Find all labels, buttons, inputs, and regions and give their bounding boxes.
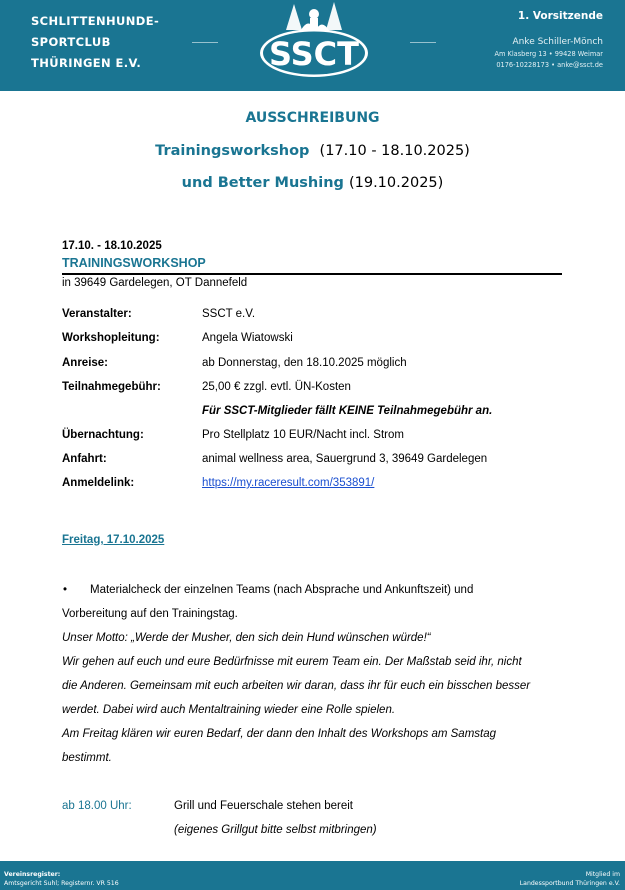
contact-address: Am Klasberg 13 • 99428 Weimar [494,50,603,58]
footer-membership [520,870,620,888]
section-location: in 39649 Gardelegen, OT Dannefeld [62,277,248,289]
registration-link[interactable]: https://my.raceresult.com/353891/ [202,477,375,489]
footer-register-title: Vereinsregister: [4,871,61,878]
footer-register-text: Amtsgericht Suhl; Registernr. VR 516 [4,880,119,887]
detail-value: SSCT e.V. [202,308,256,320]
detail-value: animal wellness area, Sauergrund 3, 39649 Gardelegen [202,453,488,465]
bullet-text: Vorbereitung auf den Trainingstag. [62,608,238,620]
detail-label: Anmeldelink: [62,477,135,489]
detail-value: 25,00 € zzgl. evtl. ÜN-Kosten [202,381,351,393]
description-line: werdet. Dabei wird auch Mentaltraining wieder eine Rolle spielen. [62,704,396,716]
section-dates: 17.10. - 18.10.2025 [62,240,162,252]
detail-label: Teilnahmegebühr: [62,381,161,393]
section-heading: TRAININGSWORKSHOP [62,256,206,270]
club-name-line: SCHLITTENHUNDE- [31,14,160,28]
club-name-line: SPORTCLUB [31,35,111,49]
friday-heading: Freitag, 17.10.2025 [62,534,165,546]
bullet-text: Materialcheck der einzelnen Teams (nach Absprache und Ankunftszeit) und [90,584,474,596]
footer-membership-line: Mitglied im [585,871,620,878]
detail-label: Veranstalter: [62,308,132,320]
subtitle-dates: (17.10 - 18.10.2025) [319,143,470,159]
detail-value: ab Donnerstag, den 18.10.2025 möglich [202,357,407,369]
footer-register [4,870,119,888]
subtitle-bold: Trainingsworkshop [155,143,310,159]
member-fee-note: Für SSCT-Mitglieder fällt KEINE Teilnahmegebühr an. [202,405,493,417]
detail-label: Anfahrt: [62,453,107,465]
detail-label: Übernachtung: [62,429,144,441]
footer [0,861,625,890]
schedule-text: Grill und Feuerschale stehen bereit [174,800,353,812]
subtitle-bold: und Better Mushing [181,175,344,191]
footer-membership-line: Landessportbund Thüringen e.V. [519,880,620,887]
contact-role: 1. Vorsitzende [517,10,603,22]
club-name [31,11,159,74]
contact-block [494,8,603,71]
bullet-icon: • [63,584,68,596]
contact-phone-email: 0176-10228173 • anke@ssct.de [496,61,603,69]
letterhead [0,0,625,91]
document-subtitle [0,175,625,191]
club-logo-icon [256,0,372,84]
detail-value: Pro Stellplatz 10 EUR/Nacht incl. Strom [202,429,404,441]
header-divider [192,42,218,43]
club-logo [256,0,372,84]
subtitle-dates: (19.10.2025) [348,175,444,191]
schedule-time: ab 18.00 Uhr: [62,800,132,812]
description-line: die Anderen. Gemeinsam mit euch arbeiten wir daran, dass ihr für euch ein bisschen besser [62,680,531,692]
description-line: Wir gehen auf euch und eure Bedürfnisse mit eurem Team ein. Der Maßstab seid ihr, nicht [62,656,522,668]
detail-label: Workshopleitung: [62,332,160,344]
motto-line: Unser Motto: „Werde der Musher, den sich dein Hund wünschen würde!“ [62,632,431,644]
schedule-note: (eigenes Grillgut bitte selbst mitbringen) [174,824,377,836]
contact-person: Anke Schiller-Mönch [512,37,603,47]
description-line: Am Freitag klären wir euren Bedarf, der dann den Inhalt des Workshops am Samstag [62,728,497,740]
description-line: bestimmt. [62,752,112,764]
document-subtitle [0,143,625,159]
logo-text: SSCT [269,35,359,73]
document-title: AUSSCHREIBUNG [245,110,380,126]
detail-value: Angela Wiatowski [202,332,293,344]
header-divider [410,42,436,43]
club-name-line: THÜRINGEN E.V. [31,56,142,70]
section-rule [62,273,562,275]
detail-label: Anreise: [62,357,109,369]
